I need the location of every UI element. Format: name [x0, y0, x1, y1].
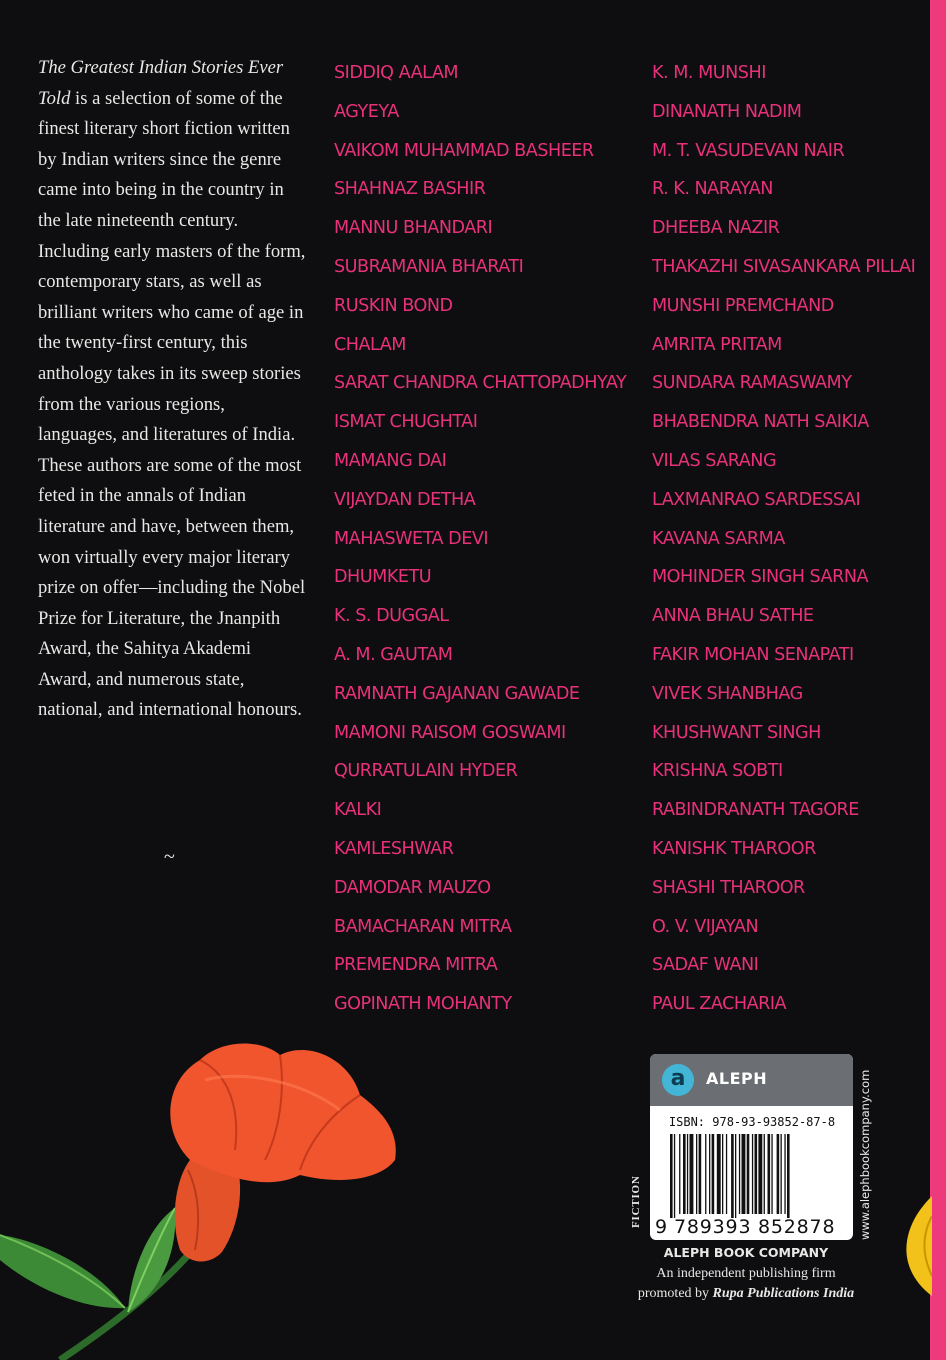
blurb-text: is a selection of some of the finest literary short fiction written by Indian writers since the genre came into being in the country in the late nineteenth century. Including early masters of the form, contemporary stars, as well as brilliant writers who came of age in the twenty-first century, this anthology takes in its sweep stories from the various regions, languages, and literatures of India. These authors are some of the most feted in the annals of Indian literature and have, between them, won virtually every major literary prize on offer—including the Nobel Prize for Literature, the Jnanpith Award, the Sahitya Akademi Award, and numerous state, national, and international honours. [38, 87, 306, 721]
author-name: RUSKIN BOND [334, 295, 453, 316]
pomegranate-flower-illustration [0, 1020, 420, 1360]
barcode-bar [717, 1134, 721, 1214]
author-list-column-1 [334, 54, 626, 1024]
barcode-bar [722, 1134, 723, 1214]
barcode-bar [726, 1134, 727, 1214]
barcode-bar [755, 1134, 758, 1214]
barcode-bar [731, 1134, 734, 1218]
author-name: SHAHNAZ BASHIR [334, 179, 486, 200]
author-name: MUNSHI PREMCHAND [652, 295, 834, 316]
author-name: DHEEBA NAZIR [652, 218, 780, 239]
author-name: SUNDARA RAMASWAMY [652, 373, 852, 394]
barcode-digit-group-1: 9 [655, 1216, 668, 1238]
barcode-bar [742, 1134, 746, 1214]
barcode-bar [705, 1134, 706, 1214]
barcode-digits [650, 1216, 853, 1240]
author-name: VAIKOM MUHAMMAD BASHEER [334, 140, 594, 161]
author-name: MAMANG DAI [334, 450, 447, 471]
publisher-description: An independent publishing firm [656, 1266, 836, 1281]
author-name: VILAS SARANG [652, 450, 777, 471]
barcode-digit-group-2: 789393 [674, 1216, 752, 1238]
publisher-website: www.alephbookcompany.com [858, 1069, 872, 1240]
author-name: ANNA BHAU SATHE [652, 606, 814, 627]
aleph-logo-glyph: a [670, 1066, 686, 1091]
author-name: CHALAM [334, 334, 406, 355]
barcode-bar [739, 1134, 740, 1214]
barcode-panel [650, 1054, 853, 1240]
barcode-bar [735, 1134, 736, 1218]
category-label-fiction: FICTION [630, 1175, 642, 1228]
author-name: K. M. MUNSHI [652, 63, 766, 83]
author-name: LAXMANRAO SARDESSAI [652, 489, 861, 510]
barcode-bar [758, 1134, 762, 1214]
author-name: BHABENDRA NATH SAIKIA [652, 412, 869, 433]
yellow-flower-illustration [902, 1196, 932, 1306]
author-name: SHASHI THAROOR [652, 877, 805, 898]
book-title-italic: The Greatest Indian Stories Ever Told [38, 57, 284, 109]
pink-spine-strip [930, 0, 946, 1360]
barcode-bar [777, 1134, 780, 1214]
isbn-barcode [670, 1134, 842, 1218]
author-name: DHUMKETU [334, 567, 432, 588]
author-name: R. K. NARAYAN [652, 179, 773, 200]
author-name: VIJAYDAN DETHA [334, 489, 476, 510]
author-name: KANISHK THAROOR [652, 838, 816, 859]
barcode-bar [696, 1134, 697, 1214]
author-name: DINANATH NADIM [652, 101, 802, 122]
author-name: AGYEYA [334, 101, 399, 122]
author-list-column-2 [652, 54, 915, 1024]
barcode-digit-group-3: 852878 [758, 1216, 836, 1238]
author-name: KALKI [334, 800, 382, 821]
barcode-bar [690, 1134, 694, 1214]
promoter-prefix: promoted by [637, 1286, 713, 1301]
author-name: PREMENDRA MITRA [334, 955, 498, 976]
author-name: RABINDRANATH TAGORE [652, 800, 859, 821]
author-name: SADAF WANI [652, 955, 759, 976]
barcode-bar [683, 1134, 686, 1214]
barcode-bar [781, 1134, 782, 1214]
publisher-logo-bar [650, 1054, 853, 1106]
barcode-bar [784, 1134, 785, 1214]
barcode-bar [752, 1134, 753, 1214]
author-name: MAHASWETA DEVI [334, 528, 489, 549]
author-name: ISMAT CHUGHTAI [334, 412, 478, 433]
publisher-promoter-line [626, 1284, 866, 1304]
author-name: RAMNATH GAJANAN GAWADE [334, 683, 580, 704]
barcode-bar [787, 1134, 790, 1218]
author-name: QURRATULAIN HYDER [334, 761, 518, 782]
barcode-bar [768, 1134, 771, 1214]
isbn-text: ISBN: 978-93-93852-87-8 [668, 1115, 836, 1129]
author-name: MANNU BHANDARI [334, 218, 493, 239]
barcode-bar [712, 1134, 715, 1214]
author-name: VIVEK SHANBHAG [652, 683, 803, 704]
author-name: KAMLESHWAR [334, 838, 454, 859]
author-name: M. T. VASUDEVAN NAIR [652, 140, 845, 161]
barcode-bar [747, 1134, 750, 1214]
barcode-bar [771, 1134, 772, 1214]
barcode-bar [674, 1134, 675, 1218]
barcode-bar [670, 1134, 673, 1218]
author-name: A. M. GAUTAM [334, 644, 453, 665]
tilde-ornament: ~ [164, 846, 175, 868]
aleph-logo-icon [662, 1064, 694, 1096]
author-name: SIDDIQ AALAM [334, 63, 459, 83]
barcode-bar [679, 1134, 680, 1214]
author-name: KAVANA SARMA [652, 528, 785, 549]
author-name: THAKAZHI SIVASANKARA PILLAI [652, 256, 916, 277]
publisher-imprint [626, 1244, 866, 1304]
author-name: FAKIR MOHAN SENAPATI [652, 644, 854, 665]
back-cover-blurb [38, 53, 308, 726]
barcode-bar [764, 1134, 765, 1214]
author-name: SARAT CHANDRA CHATTOPADHYAY [334, 373, 627, 394]
promoter-name: Rupa Publications India [712, 1286, 855, 1301]
author-name: BAMACHARAN MITRA [334, 916, 512, 937]
author-name: O. V. VIJAYAN [652, 916, 759, 937]
aleph-brand-name: ALEPH [706, 1069, 768, 1088]
author-name: KRISHNA SOBTI [652, 761, 783, 782]
barcode-bar [709, 1134, 710, 1214]
author-name: AMRITA PRITAM [652, 334, 782, 355]
barcode-bar [699, 1134, 702, 1214]
publisher-name: ALEPH BOOK COMPANY [663, 1245, 829, 1260]
author-name: PAUL ZACHARIA [652, 994, 787, 1015]
author-name: SUBRAMANIA BHARATI [334, 256, 524, 277]
author-name: GOPINATH MOHANTY [334, 994, 512, 1015]
author-name: DAMODAR MAUZO [334, 877, 491, 898]
author-name: KHUSHWANT SINGH [652, 722, 821, 743]
barcode-bar [687, 1134, 688, 1214]
author-name: K. S. DUGGAL [334, 606, 449, 627]
author-name: MOHINDER SINGH SARNA [652, 567, 869, 588]
author-name: MAMONI RAISOM GOSWAMI [334, 722, 566, 743]
